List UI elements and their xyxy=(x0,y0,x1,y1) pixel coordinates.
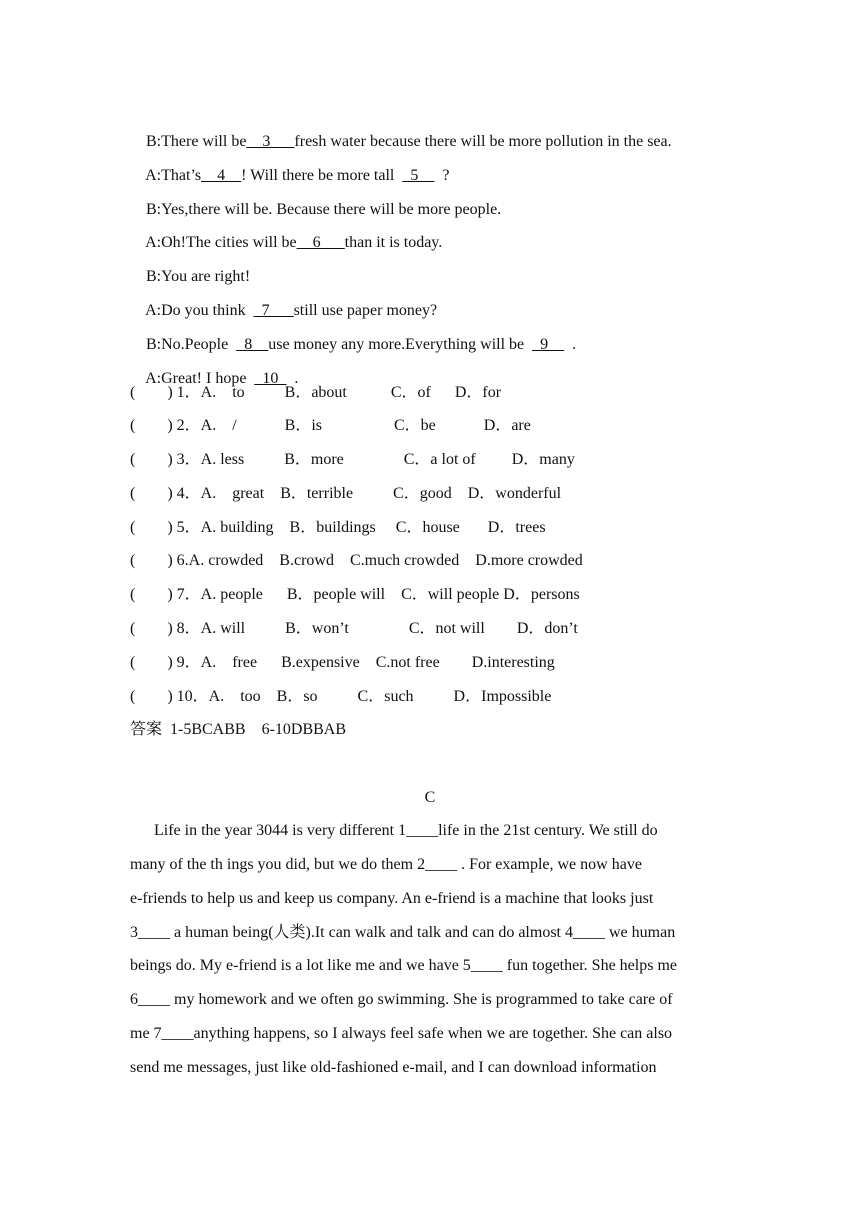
paragraph-line: 6____ my homework and we often go swimming. She is programmed to take care of xyxy=(130,991,673,1008)
paragraph-line: e-friends to help us and keep us company. An e-friend is a machine that looks just xyxy=(130,890,654,907)
blank-8: _8__ xyxy=(236,336,269,353)
dialogue-text: B:No.People xyxy=(146,336,237,353)
blank-7: _7___ xyxy=(253,302,294,319)
blank-10: _10_ xyxy=(254,370,287,387)
blank-4: __4__ xyxy=(201,167,242,184)
question-1: ( ) 1．A. to B．about C．of D．for xyxy=(130,384,502,401)
paragraph-line: Life in the year 3044 is very different 1____life in the 21st century. We still do xyxy=(130,822,658,839)
paragraph-line: me 7____anything happens, so I always feel safe when we are together. She can also xyxy=(130,1025,673,1042)
dialogue-text: A:Great! I hope xyxy=(145,370,255,387)
question-3: ( ) 3．A. less B．more C．a lot of D．many xyxy=(130,451,575,468)
blank-5: _5__ xyxy=(402,167,435,184)
question-4: ( ) 4．A. great B．terrible C．good D．wonderful xyxy=(130,485,562,502)
paragraph-line: beings do. My e-friend is a lot like me and we have 5____ fun together. She helps me xyxy=(130,957,677,974)
dialogue-text: A:That’s xyxy=(145,167,202,184)
question-9: ( ) 9．A. free B.expensive C.not free D.interesting xyxy=(130,654,555,671)
dialogue-text: A:Do you think xyxy=(145,302,254,319)
dialogue-text: than it is today. xyxy=(344,234,443,251)
dialogue-text: B:You are right! xyxy=(146,268,251,285)
paragraph-line: many of the th ings you did, but we do them 2____ . For example, we now have xyxy=(130,856,642,873)
paragraph-line: 3____ a human being(人类).It can walk and talk and can do almost 4____ we human xyxy=(130,924,676,941)
dialogue-text: fresh water because there will be more pollution in the sea. xyxy=(294,133,672,150)
answer-key: 答案 1-5BCABB 6-10DBBAB xyxy=(130,721,347,738)
dialogue-text: ! Will there be more tall xyxy=(241,167,403,184)
question-8: ( ) 8．A. will B．won’t C．not will D．don’t xyxy=(130,620,578,637)
dialogue-text: B:There will be xyxy=(146,133,247,150)
question-2: ( ) 2．A. / B．is C．be D．are xyxy=(130,417,531,434)
blank-9: _9__ xyxy=(532,336,565,353)
dialogue-text: A:Oh!The cities will be xyxy=(145,234,297,251)
question-5: ( ) 5．A. building B．buildings C．house D．trees xyxy=(130,519,546,536)
question-10: ( ) 10．A. too B．so C．such D．Impossible xyxy=(130,688,552,705)
dialogue-text: ? xyxy=(434,167,450,184)
section-c-title: C xyxy=(424,789,436,806)
dialogue-text: still use paper money? xyxy=(293,302,438,319)
blank-3: __3___ xyxy=(246,133,295,150)
question-7: ( ) 7．A. people B．people will C．will people D．persons xyxy=(130,586,580,603)
blank-6: __6___ xyxy=(296,234,345,251)
paragraph-line: send me messages, just like old-fashioned e-mail, and I can download information xyxy=(130,1059,657,1076)
dialogue-text: use money any more.Everything will be xyxy=(268,336,533,353)
dialogue-text: B:Yes,there will be. Because there will be more people. xyxy=(146,201,502,218)
dialogue-text: . xyxy=(564,336,577,353)
question-6: ( ) 6.A. crowded B.crowd C.much crowded D.more crowded xyxy=(130,552,583,569)
dialogue-text: . xyxy=(286,370,299,387)
